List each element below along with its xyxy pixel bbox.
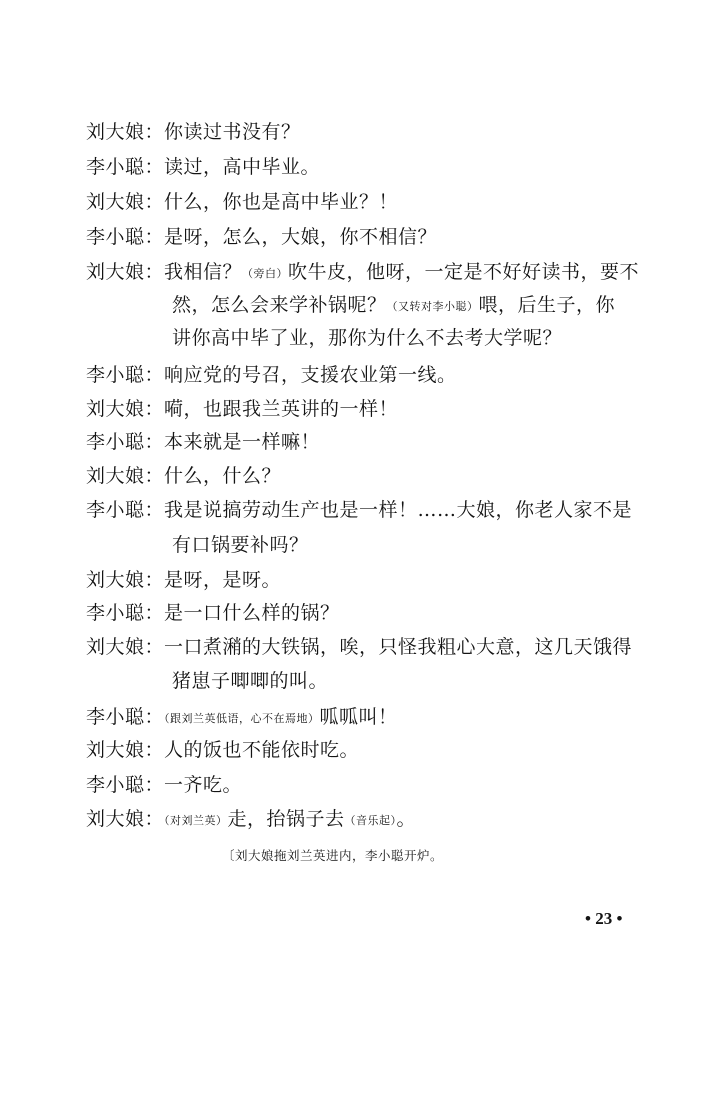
speaker-name: 刘大娘： [86,636,165,658]
dialogue-line [86,398,398,420]
speaker-name: 刘大娘： [86,191,165,213]
stage-aside: （又转对李小聪） [386,300,479,313]
dialogue-line [86,121,301,143]
dialogue-text: 你读过书没有？ [164,121,301,143]
speaker-name: 刘大娘： [86,261,165,283]
dialogue-line [86,499,632,521]
dialogue-text: 。 [396,808,417,830]
dialogue-text: 喂，后生子，你 [478,294,616,316]
dialogue-line [86,261,639,285]
dialogue-line [86,364,457,386]
dialogue-continuation [172,294,615,318]
dialogue-text: 我相信？ [164,261,243,283]
dialogue-continuation [172,327,562,349]
speaker-name: 李小聪： [86,499,165,521]
dialogue-text: 吹牛皮，他呀，一定是不好好读书，要不 [288,261,640,283]
stage-aside: （跟刘兰英低语，心不在焉地） [164,712,320,725]
speaker-name: 刘大娘： [86,398,165,420]
dialogue-line [86,774,242,796]
dialogue-text: 走，抬锅子去 [227,808,345,830]
stage-aside: （旁白） [242,267,289,280]
dialogue-text: 一口煮潲的大铁锅，唉，只怪我粗心大意，这几天饿得 [164,636,633,658]
speaker-name: 李小聪： [86,602,165,624]
speaker-name: 李小聪： [86,706,165,728]
speaker-name: 李小聪： [86,364,165,386]
speaker-name: 刘大娘： [86,121,165,143]
dialogue-line [86,465,281,487]
dialogue-text: 什么，你也是高中毕业？！ [164,191,399,213]
dialogue-line [86,636,632,658]
stage-direction: 〔刘大娘拖刘兰英进内，李小聪开炉。 [222,848,444,863]
dialogue-text: 一齐吃。 [164,774,243,796]
dialogue-text: 是一口什么样的锅？ [164,602,340,624]
dialogue-text: 有口锅要补吗？ [172,534,309,556]
dialogue-line [86,226,437,248]
dialogue-line [86,156,320,178]
speaker-name: 刘大娘： [86,739,165,761]
dialogue-text: 是呀，怎么，大娘，你不相信？ [164,226,438,248]
dialogue-line [86,569,281,591]
dialogue-text: 什么，什么？ [164,465,282,487]
dialogue-text: 响应党的号召，支援农业第一线。 [164,364,457,386]
speaker-name: 李小聪： [86,431,165,453]
dialogue-line [86,602,340,624]
speaker-name: 李小聪： [86,774,165,796]
dialogue-text: 读过，高中毕业。 [164,156,321,178]
dialogue-text: 然，怎么会来学补锅呢？ [172,294,387,316]
dialogue-continuation [172,670,328,692]
dialogue-text: 讲你高中毕了业，那你为什么不去考大学呢？ [172,327,563,349]
dialogue-line [86,431,320,453]
dialogue-line [86,706,398,730]
speaker-name: 李小聪： [86,156,165,178]
dialogue-text: 嗬，也跟我兰英讲的一样！ [164,398,399,420]
dialogue-text: 呱呱叫！ [319,706,398,728]
speaker-name: 刘大娘： [86,465,165,487]
speaker-name: 刘大娘： [86,569,165,591]
dialogue-text: 猪崽子唧唧的叫。 [172,670,329,692]
stage-aside: （音乐起） [344,814,397,827]
dialogue-line [86,191,398,213]
dialogue-text: 本来就是一样嘛！ [164,431,321,453]
speaker-name: 李小聪： [86,226,165,248]
dialogue-line [86,739,359,761]
dialogue-continuation [172,534,309,556]
stage-aside: （对刘兰英） [164,814,228,827]
dialogue-line [86,808,416,832]
speaker-name: 刘大娘： [86,808,165,830]
page-number: • 23 • [585,909,623,928]
dialogue-text: 我是说搞劳动生产也是一样！……大娘，你老人家不是 [164,499,633,521]
dialogue-text: 人的饭也不能依时吃。 [164,739,360,761]
dialogue-text: 是呀，是呀。 [164,569,282,591]
